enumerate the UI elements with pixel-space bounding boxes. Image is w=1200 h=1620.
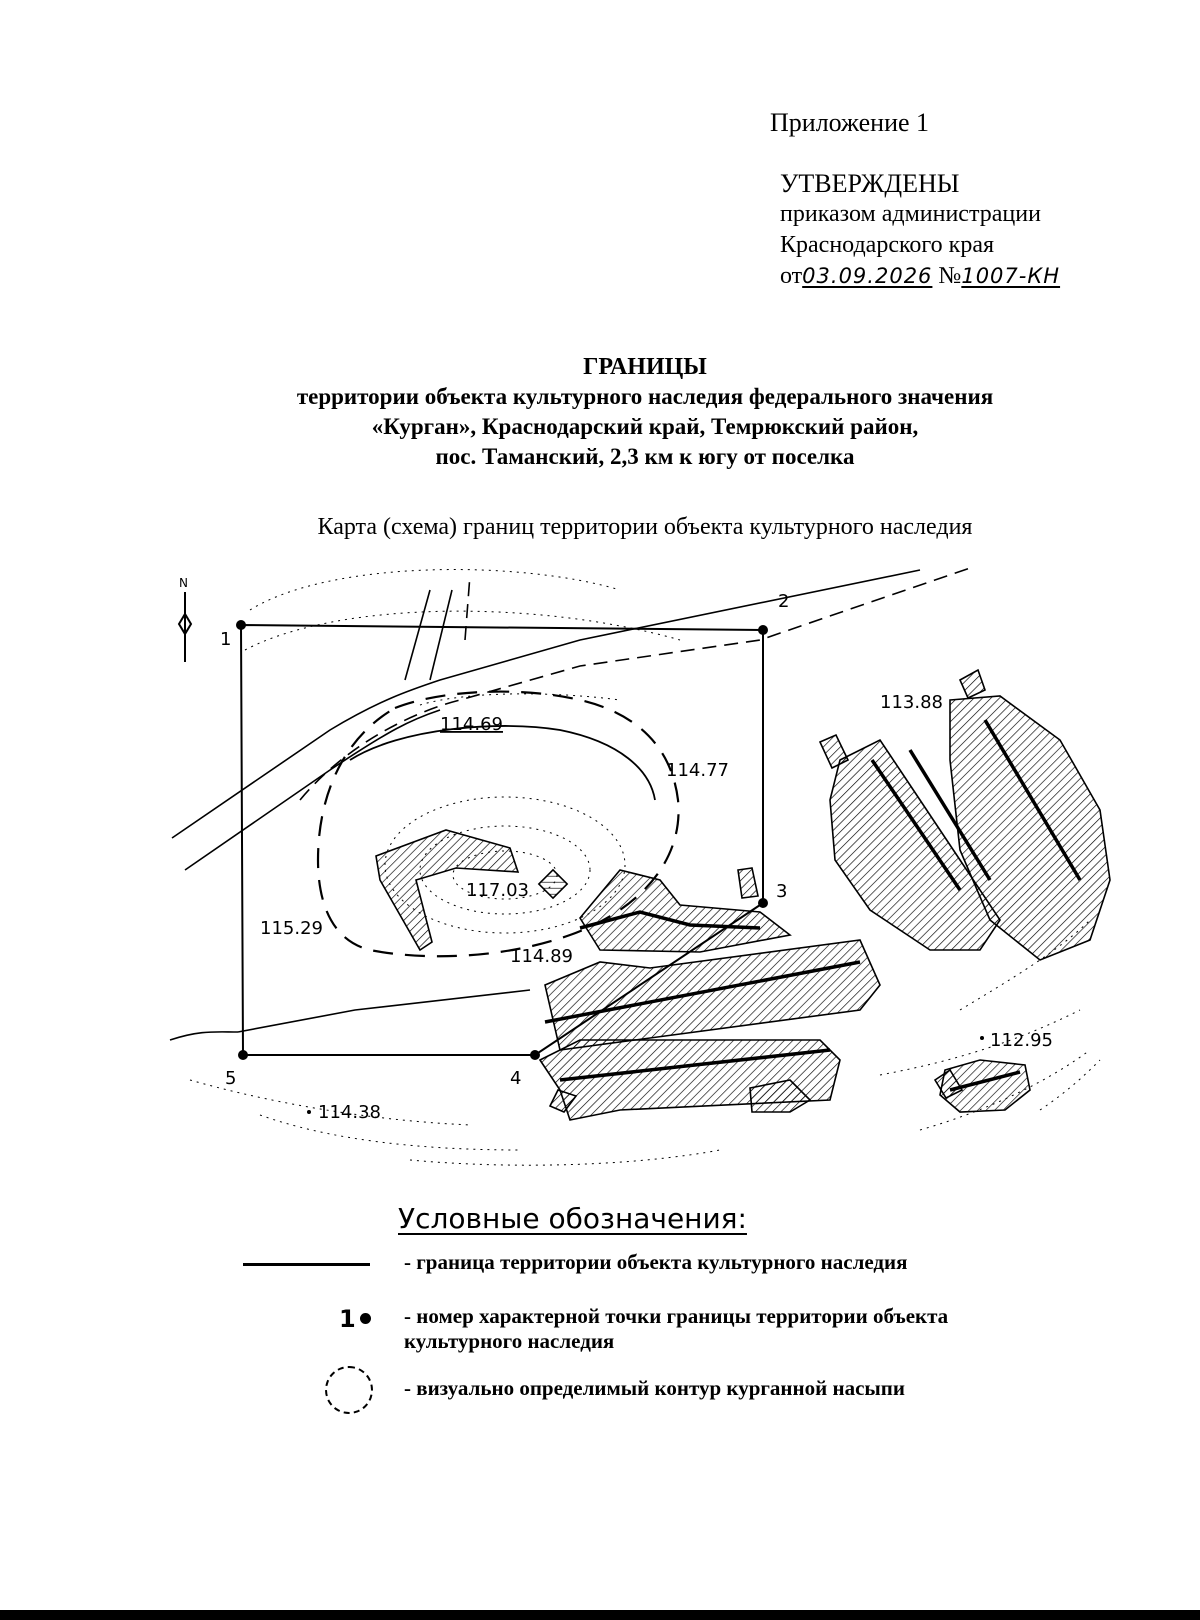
elevation-7: 112.95 <box>990 1030 1053 1051</box>
approval-line-2: Краснодарского края <box>780 232 995 258</box>
annex-label: Приложение 1 <box>770 108 930 137</box>
legend-point-dot-symbol <box>360 1313 371 1324</box>
point-label-4: 4 <box>510 1068 522 1089</box>
scan-bottom-edge <box>0 1610 1200 1620</box>
legend-item-boundary: - граница территории объекта культурного наследия <box>404 1250 908 1274</box>
point-label-1: 1 <box>220 629 232 650</box>
title-line-2: «Курган», Краснодарский край, Темрюкский район, <box>371 414 919 439</box>
elevation-2: 114.77 <box>666 760 729 781</box>
approval-heading: УТВЕРЖДЕНЫ <box>780 169 960 198</box>
point-label-3: 3 <box>776 881 788 902</box>
elevation-1: 114.69 <box>440 714 503 735</box>
approval-number: 1007-КН <box>961 264 1061 288</box>
approval-date: 03.09.2026 <box>802 264 933 288</box>
legend-title: Условные обозначения: <box>398 1202 747 1235</box>
inner-contour <box>350 726 655 800</box>
legend-dashed-circle-symbol <box>325 1366 373 1414</box>
title-line-1: территории объекта культурного наследия федерального значения <box>296 384 994 409</box>
title-line-3: пос. Таманский, 2,3 км к югу от поселка <box>435 444 855 469</box>
point-label-2: 2 <box>778 591 790 612</box>
elevation-8: 114.38 <box>318 1102 381 1123</box>
elevation-6: 114.89 <box>510 946 573 967</box>
elevation-4: 117.03 <box>466 880 529 901</box>
north-letter: N <box>179 576 188 590</box>
elevation-3: 113.88 <box>880 692 943 713</box>
point-label-5: 5 <box>225 1068 237 1089</box>
north-arrow-icon <box>179 576 191 662</box>
legend-point-number-symbol: 1 <box>339 1305 356 1333</box>
legend-item-point: - номер характерной точки границы территории объекта культурного наследия <box>404 1304 949 1353</box>
legend-item-mound: - визуально определимый контур курганной насыпи <box>404 1376 905 1400</box>
legend-boundary-line-symbol <box>243 1263 370 1266</box>
approval-from-prefix: от <box>780 263 803 289</box>
approval-number-prefix: № <box>938 263 962 289</box>
title-main: ГРАНИЦЫ <box>583 354 707 380</box>
elevation-5: 115.29 <box>260 918 323 939</box>
approval-line-1: приказом администрации <box>780 201 1041 227</box>
map-subtitle: Карта (схема) границ территории объекта культурного наследия <box>317 514 973 540</box>
